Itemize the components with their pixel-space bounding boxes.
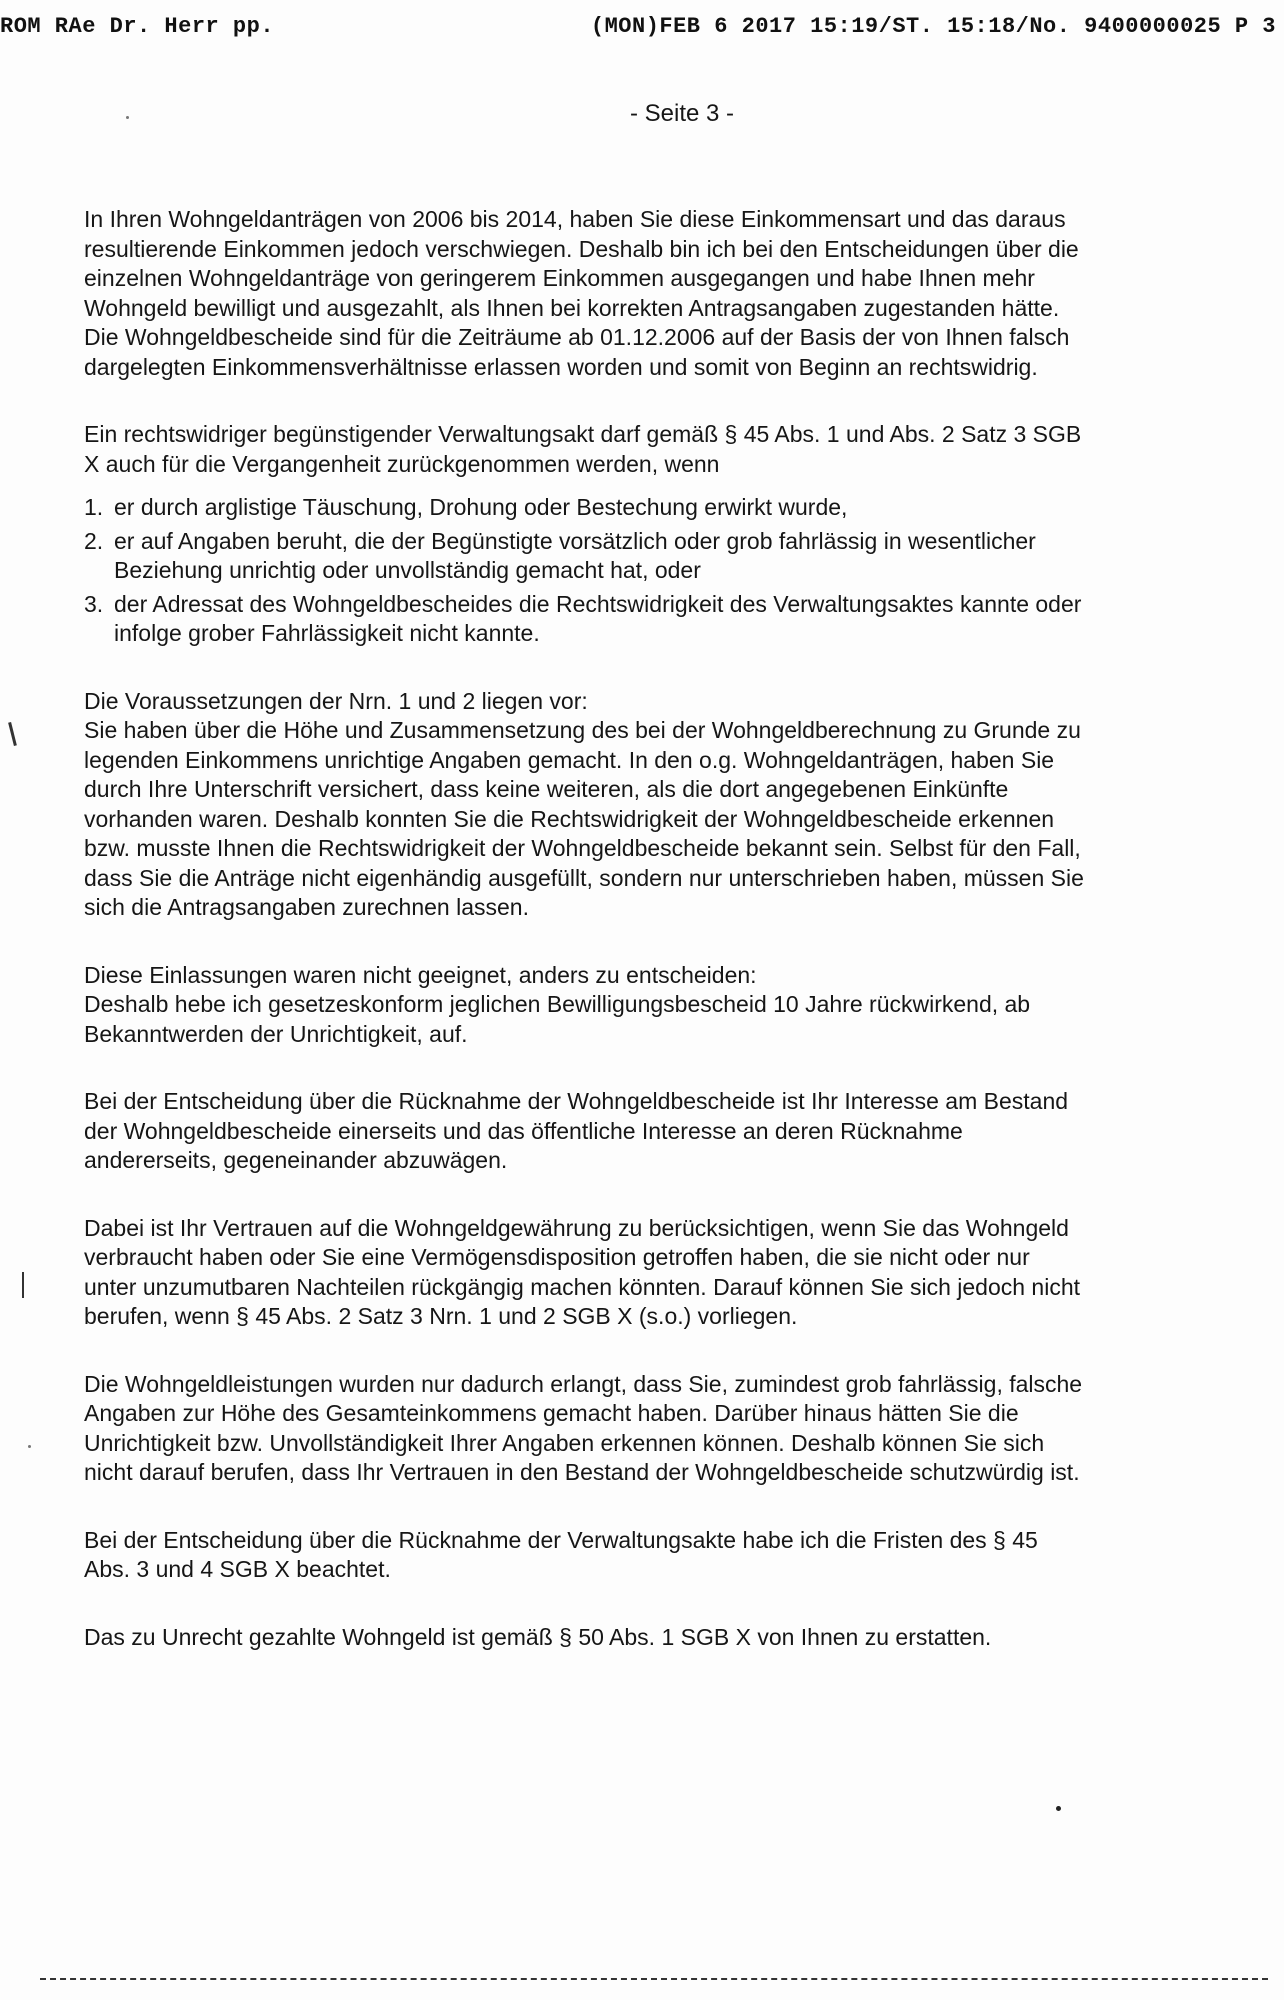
scan-speck bbox=[1056, 1806, 1061, 1811]
paragraph-deadlines: Bei der Entscheidung über die Rücknahme der Verwaltungsakte habe ich die Fristen des § 45 Abs. 3 und 4 SGB X beachtet. bbox=[84, 1526, 1038, 1582]
paragraph-interest-weighing: Bei der Entscheidung über die Rücknahme der Wohngeldbescheide ist Ihr Interesse am Bestand der Wohngeldbescheide einerseits und das öffentliche Interesse an deren Rücknahme andererseits, gegeneinander abzuwägen. bbox=[84, 1088, 1069, 1173]
condition-text: er durch arglistige Täuschung, Drohung oder Bestechung erwirkt wurde, bbox=[114, 494, 848, 520]
fax-transmission-header bbox=[0, 8, 1276, 48]
paragraph-repayment: Das zu Unrecht gezahlte Wohngeld ist gemäß § 50 Abs. 1 SGB X von Ihnen zu erstatten. bbox=[84, 1623, 992, 1650]
page-bottom-divider bbox=[40, 1978, 1268, 1980]
fax-sender: ROM RAe Dr. Herr pp. bbox=[0, 14, 275, 39]
condition-text: er auf Angaben beruht, die der Begünstigte vorsätzlich oder grob fahrlässig in wesentlicher Beziehung unrichtig oder unvollständig gemacht hat, oder bbox=[114, 527, 1036, 583]
condition-item bbox=[84, 590, 1084, 649]
paragraph-trust-protection: Dabei ist Ihr Vertrauen auf die Wohngeldgewährung zu berücksichtigen, wenn Sie das Wohngeld verbraucht haben oder Sie eine Vermögensdisposition getroffen haben, die sie nicht oder nur unter unzumutbaren Nachteilen rückgängig machen könnten. Darauf können Sie sich jedoch nicht berufen, wenn § 45 Abs. 2 Satz 3 Nrn. 1 und 2 SGB X (s.o.) vorliegen. bbox=[84, 1214, 1081, 1329]
paragraph-decision-intro: Diese Einlassungen waren nicht geeignet, anders zu entscheiden: bbox=[84, 961, 757, 988]
paragraph-requirements-met bbox=[84, 687, 1084, 923]
scan-mark bbox=[8, 722, 17, 746]
condition-number: 2. bbox=[84, 527, 104, 554]
scan-speck bbox=[126, 116, 129, 119]
paragraph-legal-basis: Ein rechtswidriger begünstigender Verwaltungsakt darf gemäß § 45 Abs. 1 und Abs. 2 Satz 3 SGB X auch für die Vergangenheit zurückgenommen werden, wenn bbox=[84, 421, 1082, 477]
condition-number: 3. bbox=[84, 590, 104, 617]
page-number: - Seite 3 - bbox=[629, 100, 735, 127]
paragraph-requirements-intro: Die Voraussetzungen der Nrn. 1 und 2 liegen vor: bbox=[84, 687, 588, 714]
paragraph-gross-negligence: Die Wohngeldleistungen wurden nur dadurch erlangt, dass Sie, zumindest grob fahrlässig, falsche Angaben zur Höhe des Gesamteinkommens gemacht haben. Darüber hinaus hätten Sie die Unrichtigkeit bzw. Unvollständigkeit Ihrer Angaben erkennen können. Deshalb können Sie sich nicht darauf berufen, dass Ihr Vertrauen in den Bestand der Wohngeldbescheide schutzwürdig ist. bbox=[84, 1370, 1083, 1485]
condition-item bbox=[84, 493, 1084, 523]
scan-mark bbox=[22, 1272, 24, 1298]
conditions-list bbox=[84, 493, 1084, 649]
condition-number: 1. bbox=[84, 494, 104, 520]
paragraph-decision-detail: Deshalb hebe ich gesetzeskonform jeglichen Bewilligungsbescheid 10 Jahre rückwirkend, ab Bekanntwerden der Unrichtigkeit, auf. bbox=[84, 991, 1031, 1047]
condition-text: der Adressat des Wohngeldbescheides die Rechtswidrigkeit des Verwaltungsaktes kannte oder infolge grober Fahrlässigkeit nicht kannte. bbox=[114, 590, 1082, 646]
paragraph-income-concealed: In Ihren Wohngeldanträgen von 2006 bis 2014, haben Sie diese Einkommensart und das daraus resultierende Einkommen jedoch verschwiegen. Deshalb bin ich bei den Entscheidungen über die einzelnen Wohngeldanträge von geringerem Einkommen ausgegangen und habe Ihnen mehr Wohngeld bewilligt und ausgezahlt, als Ihnen bei korrekten Antragsangaben zugestanden hätte. Die Wohngeldbescheide sind für die Zeiträume ab 01.12.2006 auf der Basis der von Ihnen falsch dargelegten Einkommensverhältnisse erlassen worden und somit von Beginn an rechtswidrig. bbox=[84, 206, 1079, 380]
fax-transmission-info: (MON)FEB 6 2017 15:19/ST. 15:18/No. 9400000025 P 3 bbox=[590, 14, 1276, 39]
scan-speck bbox=[28, 1445, 31, 1448]
paragraph-requirements-detail: Sie haben über die Höhe und Zusammensetzung des bei der Wohngeldberechnung zu Grunde zu legenden Einkommens unrichtige Angaben gemacht. In den o.g. Wohngeldanträgen, haben Sie durch Ihre Unterschrift versichert, dass keine weiteren, als die dort angegebenen Einkünfte vorhanden waren. Deshalb konnten Sie die Rechtswidrigkeit der Wohngeldbescheide erkennen bzw. musste Ihnen die Rechtswidrigkeit der Wohngeldbescheide bekannt sein. Selbst für den Fall, dass Sie die Anträge nicht eigenhändig ausgefüllt, sondern nur unterschrieben haben, müssen Sie sich die Antragsangaben zurechnen lassen. bbox=[84, 717, 1084, 920]
paragraph-decision bbox=[84, 961, 1084, 1050]
letter-body bbox=[84, 205, 1084, 1690]
condition-item bbox=[84, 527, 1084, 586]
